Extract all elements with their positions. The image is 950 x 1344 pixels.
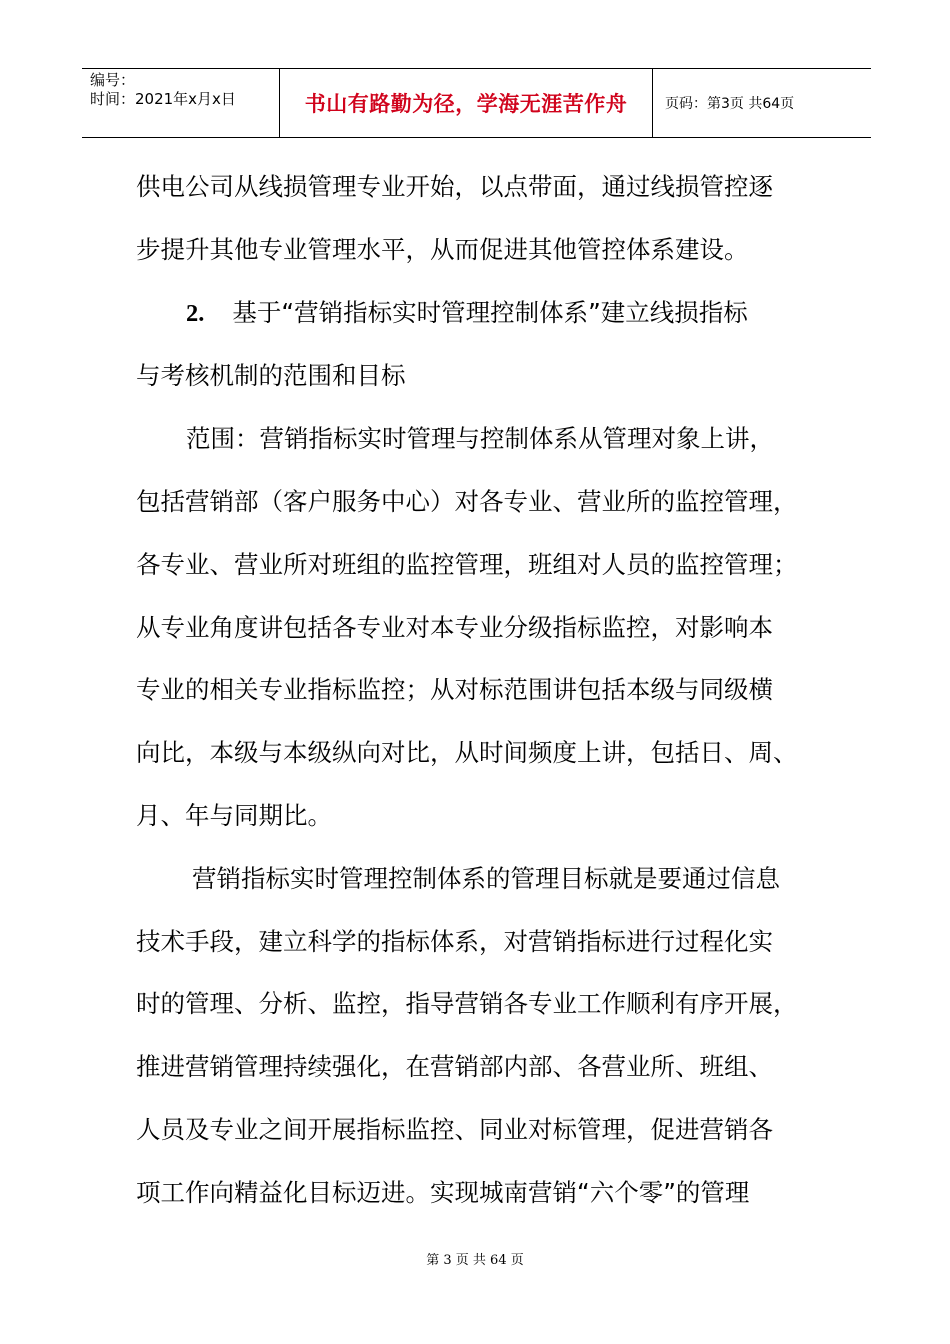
paragraph-line: 向比，本级与本级纵向对比，从时间频度上讲，包括日、周、: [136, 738, 798, 768]
paragraph-line: 项工作向精益化目标迈进。实现城南营销“六个零”的管理: [136, 1177, 750, 1207]
paragraph-line: 包括营销部（客户服务中心）对各专业、营业所的监控管理，: [136, 486, 798, 516]
paragraph-line: 人员及专业之间开展指标监控、同业对标管理，促进营销各: [136, 1114, 773, 1144]
paragraph-line: 步提升其他专业管理水平，从而促进其他管控体系建设。: [136, 234, 749, 264]
paragraph-line: 从专业角度讲包括各专业对本专业分级指标监控，对影响本: [136, 612, 773, 642]
paragraph-line: 供电公司从线损管理专业开始，以点带面，通过线损管控逐: [136, 172, 773, 201]
paragraph-line: 月、年与同期比。: [136, 800, 332, 830]
section-heading: [136, 282, 836, 346]
paragraph-line: 时的管理、分析、监控，指导营销各专业工作顺利有序开展，: [136, 989, 798, 1019]
header-meta: [82, 69, 280, 137]
time-label: 时间：2021年x月x日: [90, 90, 236, 108]
paragraph-line: 专业的相关专业指标监控；从对标范围讲包括本级与同级横: [136, 675, 773, 705]
paragraph-line: 营销指标实时管理控制体系的管理目标就是要通过信息: [192, 863, 780, 893]
number-label: 编号：: [90, 71, 136, 89]
page-footer: 第 3 页 共 64 页: [426, 1253, 524, 1268]
paragraph-line: 各专业、营业所对班组的监控管理，班组对人员的监控管理；: [136, 549, 798, 579]
section-heading-text: 基于“营销指标实时管理控制体系”建立线损指标: [232, 297, 748, 327]
document-body: [136, 156, 836, 1225]
motto: 书山有路勤为径，学海无涯苦作舟: [280, 69, 653, 137]
paragraph-line: 技术手段，建立科学的指标体系，对营销指标进行过程化实: [136, 926, 773, 956]
page-info: 页码：第3页 共64页: [665, 96, 795, 112]
paragraph-line: 推进营销管理持续强化，在营销部内部、各营业所、班组、: [136, 1052, 773, 1082]
section-number: 2.: [186, 299, 205, 327]
header-table: [82, 68, 871, 138]
paragraph-line: 范围：营销指标实时管理与控制体系从管理对象上讲，: [186, 424, 774, 454]
section-heading-cont: 与考核机制的范围和目标: [136, 361, 406, 391]
